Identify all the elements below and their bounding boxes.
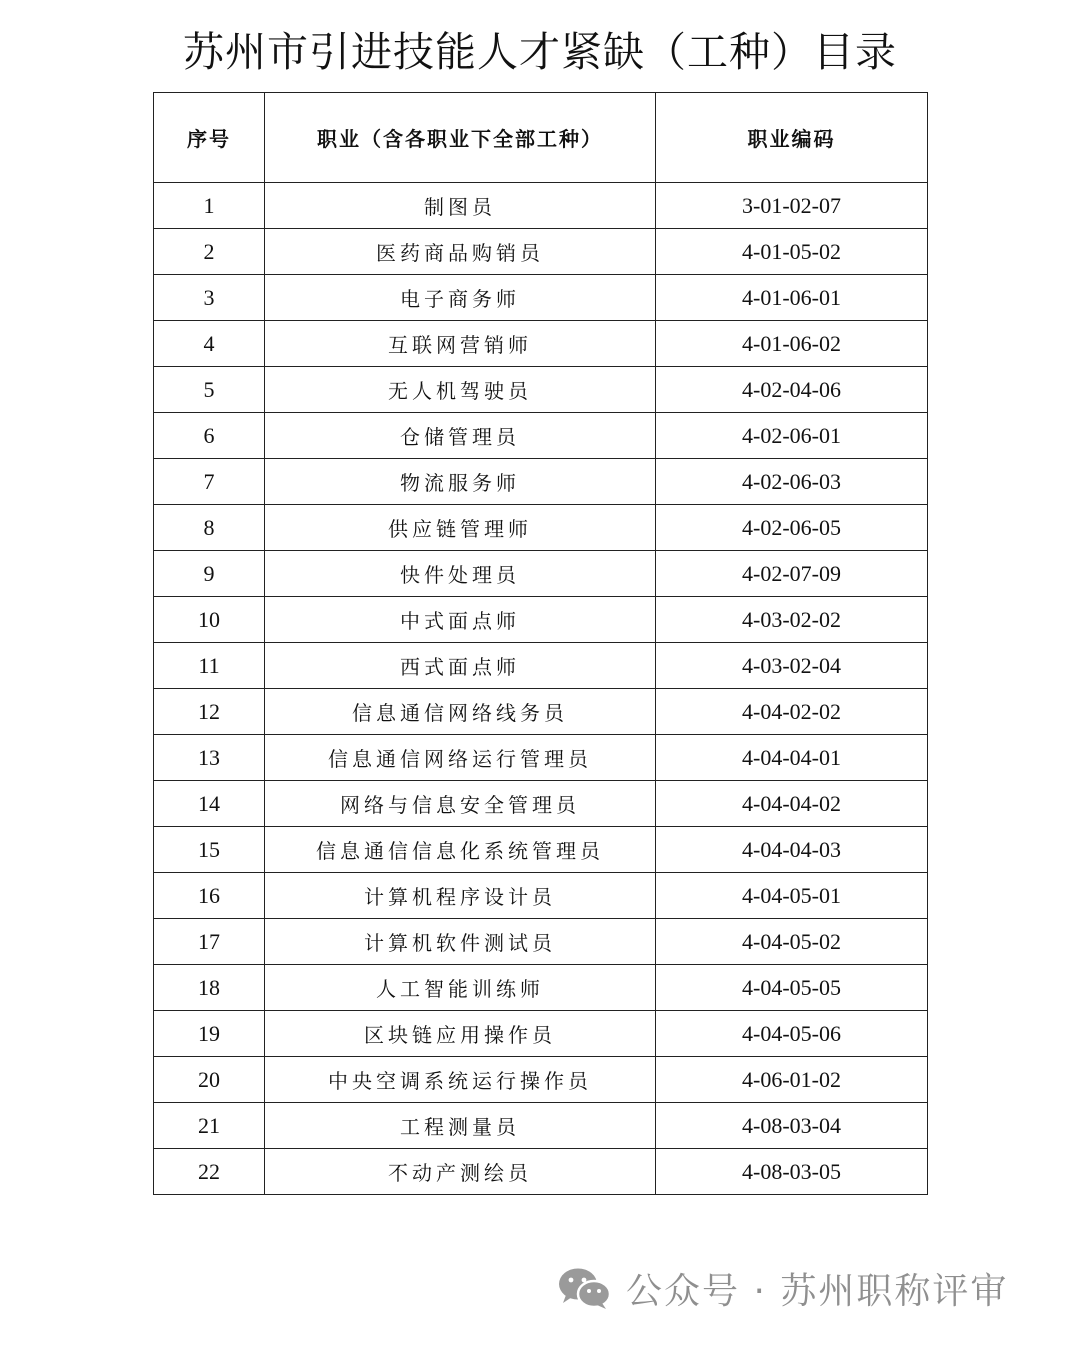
- table-row: [154, 367, 928, 413]
- row-code: 4-03-02-04: [656, 643, 928, 689]
- row-occupation: 计算机软件测试员: [265, 919, 656, 965]
- table-row: [154, 229, 928, 275]
- row-code: 4-01-06-02: [656, 321, 928, 367]
- row-code: 4-04-05-05: [656, 965, 928, 1011]
- table-row: [154, 183, 928, 229]
- row-occupation: 信息通信信息化系统管理员: [265, 827, 656, 873]
- header-no: 序号: [154, 93, 265, 183]
- row-occupation: 无人机驾驶员: [265, 367, 656, 413]
- table-row: [154, 321, 928, 367]
- row-no: 19: [154, 1011, 265, 1057]
- table-row: [154, 689, 928, 735]
- row-no: 11: [154, 643, 265, 689]
- row-occupation: 区块链应用操作员: [265, 1011, 656, 1057]
- row-no: 8: [154, 505, 265, 551]
- row-code: 4-04-05-06: [656, 1011, 928, 1057]
- header-code: 职业编码: [656, 93, 928, 183]
- row-no: 15: [154, 827, 265, 873]
- table-row: [154, 781, 928, 827]
- row-no: 13: [154, 735, 265, 781]
- row-no: 7: [154, 459, 265, 505]
- row-occupation: 物流服务师: [265, 459, 656, 505]
- table-row: [154, 643, 928, 689]
- row-no: 21: [154, 1103, 265, 1149]
- row-occupation: 电子商务师: [265, 275, 656, 321]
- row-code: 3-01-02-07: [656, 183, 928, 229]
- row-occupation: 互联网营销师: [265, 321, 656, 367]
- row-no: 6: [154, 413, 265, 459]
- row-occupation: 工程测量员: [265, 1103, 656, 1149]
- row-no: 5: [154, 367, 265, 413]
- row-occupation: 不动产测绘员: [265, 1149, 656, 1195]
- header-occupation: 职业（含各职业下全部工种）: [265, 93, 656, 183]
- row-occupation: 西式面点师: [265, 643, 656, 689]
- row-no: 16: [154, 873, 265, 919]
- row-occupation: 仓储管理员: [265, 413, 656, 459]
- row-code: 4-04-04-03: [656, 827, 928, 873]
- row-no: 14: [154, 781, 265, 827]
- row-code: 4-02-07-09: [656, 551, 928, 597]
- row-code: 4-04-05-02: [656, 919, 928, 965]
- row-occupation: 人工智能训练师: [265, 965, 656, 1011]
- row-no: 17: [154, 919, 265, 965]
- row-no: 12: [154, 689, 265, 735]
- table-row: [154, 1103, 928, 1149]
- row-code: 4-06-01-02: [656, 1057, 928, 1103]
- table-row: [154, 1011, 928, 1057]
- row-no: 4: [154, 321, 265, 367]
- row-occupation: 中央空调系统运行操作员: [265, 1057, 656, 1103]
- row-occupation: 网络与信息安全管理员: [265, 781, 656, 827]
- table-row: [154, 551, 928, 597]
- row-no: 20: [154, 1057, 265, 1103]
- row-no: 18: [154, 965, 265, 1011]
- table-row: [154, 827, 928, 873]
- table-row: [154, 919, 928, 965]
- row-code: 4-02-04-06: [656, 367, 928, 413]
- row-code: 4-01-05-02: [656, 229, 928, 275]
- table-row: [154, 873, 928, 919]
- row-occupation: 中式面点师: [265, 597, 656, 643]
- row-no: 9: [154, 551, 265, 597]
- table-row: [154, 413, 928, 459]
- row-occupation: 制图员: [265, 183, 656, 229]
- table-header-row: [154, 93, 928, 183]
- row-no: 2: [154, 229, 265, 275]
- row-code: 4-02-06-03: [656, 459, 928, 505]
- row-occupation: 计算机程序设计员: [265, 873, 656, 919]
- row-code: 4-08-03-04: [656, 1103, 928, 1149]
- table-row: [154, 505, 928, 551]
- row-no: 1: [154, 183, 265, 229]
- row-code: 4-04-04-02: [656, 781, 928, 827]
- occupation-table: [153, 92, 928, 1195]
- row-code: 4-04-04-01: [656, 735, 928, 781]
- row-code: 4-04-05-01: [656, 873, 928, 919]
- row-code: 4-08-03-05: [656, 1149, 928, 1195]
- table-row: [154, 965, 928, 1011]
- row-no: 3: [154, 275, 265, 321]
- table-row: [154, 1057, 928, 1103]
- table-row: [154, 735, 928, 781]
- row-occupation: 信息通信网络线务员: [265, 689, 656, 735]
- row-no: 22: [154, 1149, 265, 1195]
- page-title: 苏州市引进技能人才紧缺（工种）目录: [183, 28, 897, 76]
- row-code: 4-02-06-05: [656, 505, 928, 551]
- row-code: 4-03-02-02: [656, 597, 928, 643]
- row-occupation: 信息通信网络运行管理员: [265, 735, 656, 781]
- watermark: [556, 1262, 1008, 1314]
- table-row: [154, 1149, 928, 1195]
- row-code: 4-02-06-01: [656, 413, 928, 459]
- table-row: [154, 275, 928, 321]
- row-occupation: 快件处理员: [265, 551, 656, 597]
- wechat-icon: [556, 1265, 614, 1311]
- row-code: 4-04-02-02: [656, 689, 928, 735]
- table-row: [154, 597, 928, 643]
- row-occupation: 供应链管理师: [265, 505, 656, 551]
- row-no: 10: [154, 597, 265, 643]
- row-occupation: 医药商品购销员: [265, 229, 656, 275]
- table-row: [154, 459, 928, 505]
- watermark-text: 公众号 · 苏州职称评审: [626, 1270, 1009, 1312]
- row-code: 4-01-06-01: [656, 275, 928, 321]
